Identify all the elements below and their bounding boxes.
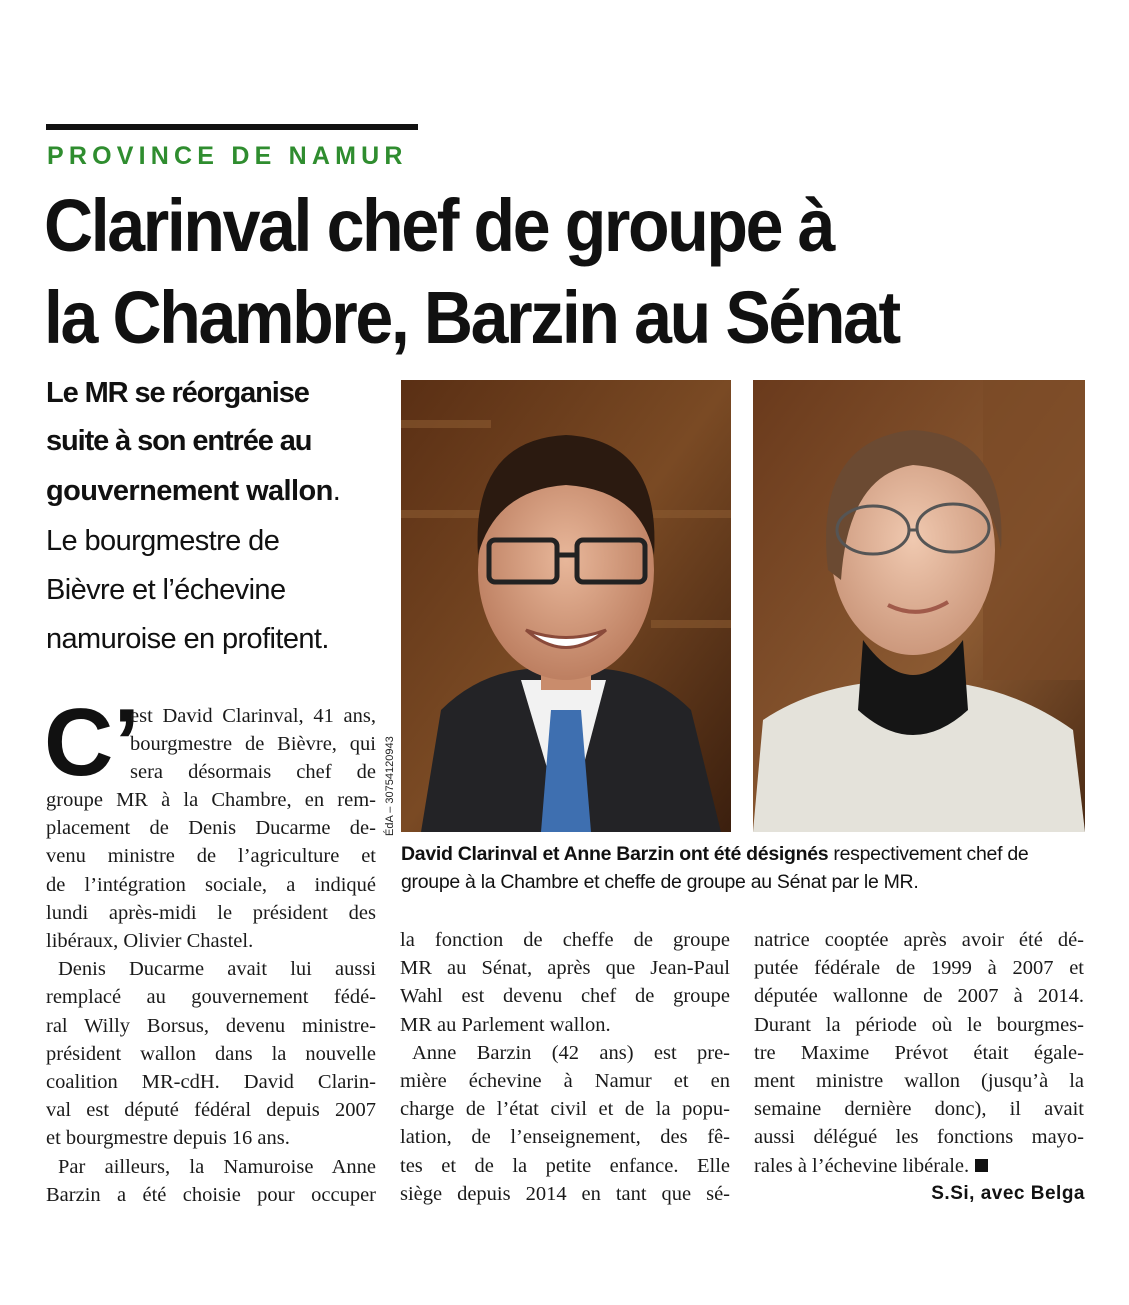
text-line: remplacé au gouvernement fédé- <box>46 986 376 1009</box>
text-line: la fonction de cheffe de groupe <box>400 929 730 951</box>
text-line: tre Maxime Prévot était égale- <box>754 1041 1084 1064</box>
caption-rest: respectivement chef de <box>828 843 1029 865</box>
text-line: aussi délégué les fonctions mayo- <box>754 1126 1084 1149</box>
top-rule <box>46 124 418 130</box>
photo-credit: ÉdA – 30754120943 <box>384 736 396 836</box>
portrait-woman-icon <box>753 380 1085 832</box>
text-line: coalition MR-cdH. David Clarin- <box>46 1071 376 1094</box>
text-line: bourgmestre de Bièvre, qui <box>130 733 376 756</box>
text-line: val est député fédéral depuis 2007 <box>46 1099 376 1122</box>
text-line: Anne Barzin (42 ans) est pre- <box>412 1041 730 1064</box>
text-line: ral Willy Borsus, devenu ministre- <box>46 1014 376 1037</box>
text-line: Denis Ducarme avait lui aussi <box>58 958 376 981</box>
text-line: libéraux, Olivier Chastel. <box>46 930 254 953</box>
text-line: président wallon dans la nouvelle <box>46 1042 376 1065</box>
text-line: lundi après-midi le président des <box>46 901 376 924</box>
photo-caption-line-1 <box>401 843 1028 866</box>
author-signature: S.Si, avec Belga <box>931 1183 1085 1204</box>
chapo-line-5: Bièvre et l’échevine <box>46 574 286 606</box>
text-line: mière échevine à Namur et en <box>400 1070 730 1093</box>
body-column-1 <box>46 786 376 1209</box>
photo-david-clarinval <box>401 380 731 832</box>
chapo-line-1: Le MR se réorganise <box>46 377 309 409</box>
text-line: tes et de la petite enfance. Elle <box>400 1154 730 1177</box>
text-line: MR au Parlement wallon. <box>400 1013 611 1036</box>
text-line: MR au Sénat, après que Jean-Paul <box>400 957 730 980</box>
chapo-bold-end: gouvernement wallon <box>46 475 333 507</box>
text-line: Par ailleurs, la Namuroise Anne <box>58 1155 376 1178</box>
text-line: placement de Denis Ducarme de- <box>46 817 376 840</box>
chapo-line-6: namuroise en profitent. <box>46 623 329 655</box>
text-line: Wahl est devenu chef de groupe <box>400 985 730 1008</box>
text-line: et bourgmestre depuis 16 ans. <box>46 1127 290 1150</box>
photo-caption-line-2: groupe à la Chambre et cheffe de groupe au Sénat par le MR. <box>401 871 919 893</box>
photo-anne-barzin <box>753 380 1085 832</box>
text-line: lation, de l’enseignement, des fê- <box>400 1126 730 1149</box>
text-line <box>754 1152 1084 1180</box>
chapo-line-3 <box>46 475 340 508</box>
text-line: Durant la période où le bourgmes- <box>754 1013 1084 1036</box>
body-column-2 <box>400 926 730 1208</box>
portrait-man-icon <box>401 380 731 832</box>
text-line: ment ministre wallon (jusqu’à la <box>754 1070 1084 1093</box>
drop-cap: C’ <box>44 689 140 796</box>
text-line: siège depuis 2014 en tant que sé- <box>400 1182 730 1205</box>
text-line: charge de l’état civil et de la popu- <box>400 1098 730 1121</box>
text-line: natrice cooptée après avoir été dé- <box>754 929 1084 951</box>
section-kicker: PROVINCE DE NAMUR <box>47 142 408 170</box>
text-line: de l’intégration sociale, a indiqué <box>46 873 376 896</box>
caption-bold: David Clarinval et Anne Barzin ont été désignés <box>401 843 829 865</box>
headline-line-2: la Chambre, Barzin au Sénat <box>44 276 899 359</box>
end-mark-icon <box>975 1159 988 1172</box>
text-line: groupe MR à la Chambre, en rem- <box>46 789 376 811</box>
text-line: putée fédérale de 1999 à 2007 et <box>754 957 1084 980</box>
chapo-line-2: suite à son entrée au <box>46 425 312 457</box>
text-line: venu ministre de l’agriculture et <box>46 845 376 868</box>
text-line: Barzin a été choisie pour occuper <box>46 1183 376 1206</box>
body-column-3 <box>754 926 1084 1180</box>
body-column-1-indented <box>130 702 376 787</box>
chapo-line-4: Le bourgmestre de <box>46 525 280 557</box>
text-line: est David Clarinval, 41 ans, <box>130 705 376 727</box>
text-line-last: rales à l’échevine libérale. <box>754 1154 970 1177</box>
headline-line-1: Clarinval chef de groupe à <box>44 184 834 267</box>
text-line: députée wallonne de 2007 à 2014. <box>754 985 1084 1008</box>
text-line: semaine dernière donc), il avait <box>754 1098 1084 1121</box>
chapo-period: . <box>332 475 341 507</box>
text-line: sera désormais chef de <box>130 761 376 784</box>
